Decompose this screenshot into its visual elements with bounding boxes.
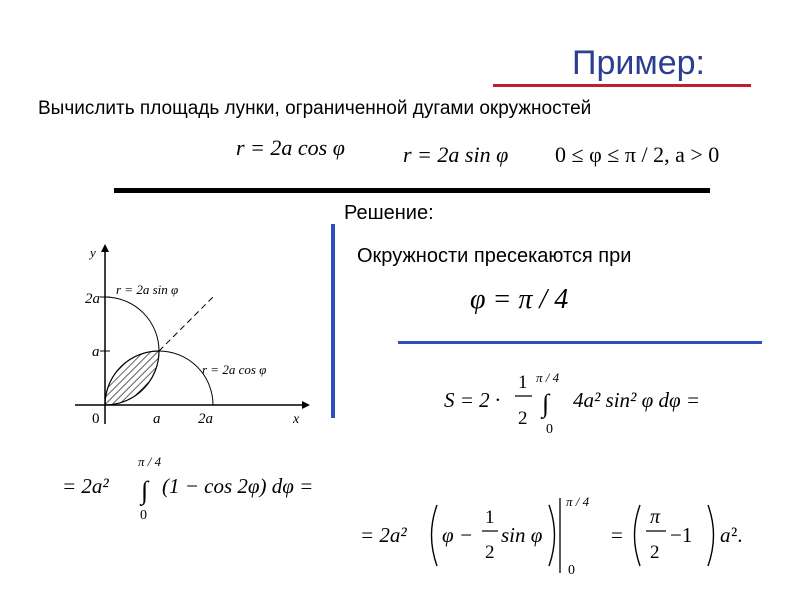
- res-half-den: 2: [485, 542, 495, 563]
- int1-upper: π / 4: [536, 370, 560, 385]
- origin-label: 0: [92, 411, 100, 427]
- int2-upper: π / 4: [138, 454, 162, 469]
- curve-label-cos: r = 2a cos φ: [202, 362, 267, 377]
- res-half-num: 1: [485, 507, 495, 528]
- curve-label-sin: r = 2a sin φ: [116, 282, 179, 297]
- int1-lhs: S = 2 ·: [444, 388, 501, 412]
- slide-title: Пример:: [572, 44, 705, 82]
- int2-lhs: = 2a²: [62, 474, 109, 498]
- res-equals: =: [611, 523, 623, 547]
- int1-frac-num: 1: [518, 372, 528, 393]
- res-upper: π / 4: [566, 494, 590, 509]
- res-paren2-left: [635, 505, 641, 566]
- res-a-sq-tail: ².: [731, 523, 743, 547]
- res-pi-den: 2: [650, 542, 660, 563]
- formula-r-cos: r = 2a cos φ: [236, 135, 345, 160]
- int2-integrand: (1 − cos 2φ) dφ =: [162, 474, 314, 498]
- res-sin-phi: sin φ: [501, 523, 543, 547]
- res-phi-minus: φ −: [442, 523, 474, 547]
- formula-condition: 0 ≤ φ ≤ π / 2, a > 0: [555, 142, 720, 167]
- int1-sign: ∫: [542, 389, 550, 418]
- tick-label-x-2a: 2a: [198, 411, 213, 427]
- axis-label-y: y: [90, 245, 96, 260]
- solution-label: Решение:: [344, 202, 434, 224]
- int1-lower: 0: [546, 422, 553, 437]
- tick-label-y-2a: 2a: [85, 291, 100, 307]
- res-paren-right: [549, 505, 555, 566]
- int1-frac-den: 2: [518, 408, 528, 429]
- res-a-sq: a: [720, 523, 731, 547]
- res-paren2-right: [708, 505, 714, 566]
- task-text: Вычислить площадь лунки, ограниченной дугами окружностей: [38, 98, 592, 119]
- int1-integrand: 4a² sin² φ dφ =: [573, 388, 701, 412]
- res-paren-left: [432, 505, 438, 566]
- axis-label-x: x: [293, 412, 300, 427]
- tick-label-x-a: a: [153, 411, 161, 427]
- tick-label-y-a: a: [92, 344, 100, 360]
- res-lower: 0: [568, 563, 575, 578]
- int2-sign: ∫: [141, 476, 149, 505]
- res-lhs: = 2a²: [360, 523, 407, 547]
- res-pi-num: π: [650, 506, 661, 528]
- intersect-text: Окружности пресекаются при: [357, 245, 632, 267]
- res-minus-one: −1: [670, 523, 693, 547]
- formula-r-sin: r = 2a sin φ: [403, 142, 509, 167]
- phi-equation: φ = π / 4: [470, 284, 569, 315]
- int2-lower: 0: [140, 508, 147, 523]
